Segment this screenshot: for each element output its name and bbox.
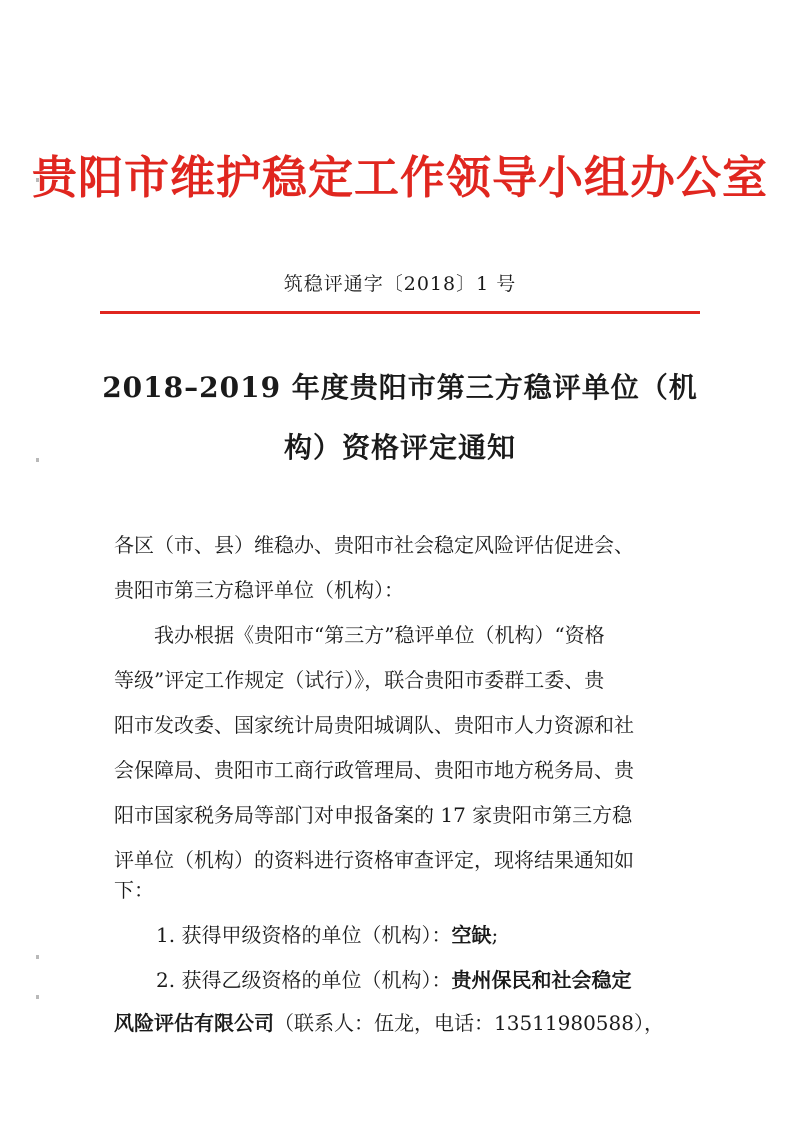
list-item-label: 1. 获得甲级资格的单位（机构）： <box>156 923 452 947</box>
paragraph-line: 我办根据《贵阳市“第三方”稳评单位（机构）“资格 <box>154 623 605 647</box>
notice-title-line-2: 构）资格评定通知 <box>283 431 516 464</box>
paragraph-line: 等级”评定工作规定（试行）》，联合贵阳市委群工委、贵 <box>114 668 605 692</box>
paragraph-line: 会保障局、贵阳市工商行政管理局、贵阳市地方税务局、贵 <box>114 758 634 782</box>
addressee-line-1: 各区（市、县）维稳办、贵阳市社会稳定风险评估促进会、 <box>114 533 634 557</box>
red-divider-line <box>100 311 700 314</box>
paragraph-line: 阳市国家税务局等部门对申报备案的 17 家贵阳市第三方稳 <box>114 803 633 827</box>
contact-info: （联系人：伍龙，电话：13511980588）， <box>274 1011 664 1035</box>
list-item-value: 空缺 <box>451 923 492 947</box>
addressee-line-2: 贵阳市第三方稳评单位（机构）： <box>114 578 404 602</box>
list-item-label: 2. 获得乙级资格的单位（机构）： <box>156 968 452 992</box>
scan-speck <box>36 995 39 999</box>
issuing-office-title: 贵阳市维护稳定工作领导小组办公室 <box>31 151 768 204</box>
document-number: 筑稳评通字〔2018〕1 号 <box>283 273 517 295</box>
company-name: 风险评估有限公司 <box>114 1011 274 1035</box>
list-item-punct: ; <box>491 923 499 947</box>
list-item-grade-b <box>156 965 742 995</box>
list-item-value: 贵州保民和社会稳定 <box>451 968 632 992</box>
list-item-grade-a <box>156 920 742 950</box>
scan-speck <box>36 955 39 959</box>
list-item-grade-b-cont <box>114 1008 700 1038</box>
paragraph-line: 阳市发改委、国家统计局贵阳城调队、贵阳市人力资源和社 <box>114 713 634 737</box>
paragraph-line: 评单位（机构）的资料进行资格审查评定，现将结果通知如 <box>114 848 634 872</box>
paragraph-line: 下： <box>114 878 154 902</box>
notice-title-line-1: 2018–2019 年度贵阳市第三方稳评单位（机 <box>102 371 698 404</box>
